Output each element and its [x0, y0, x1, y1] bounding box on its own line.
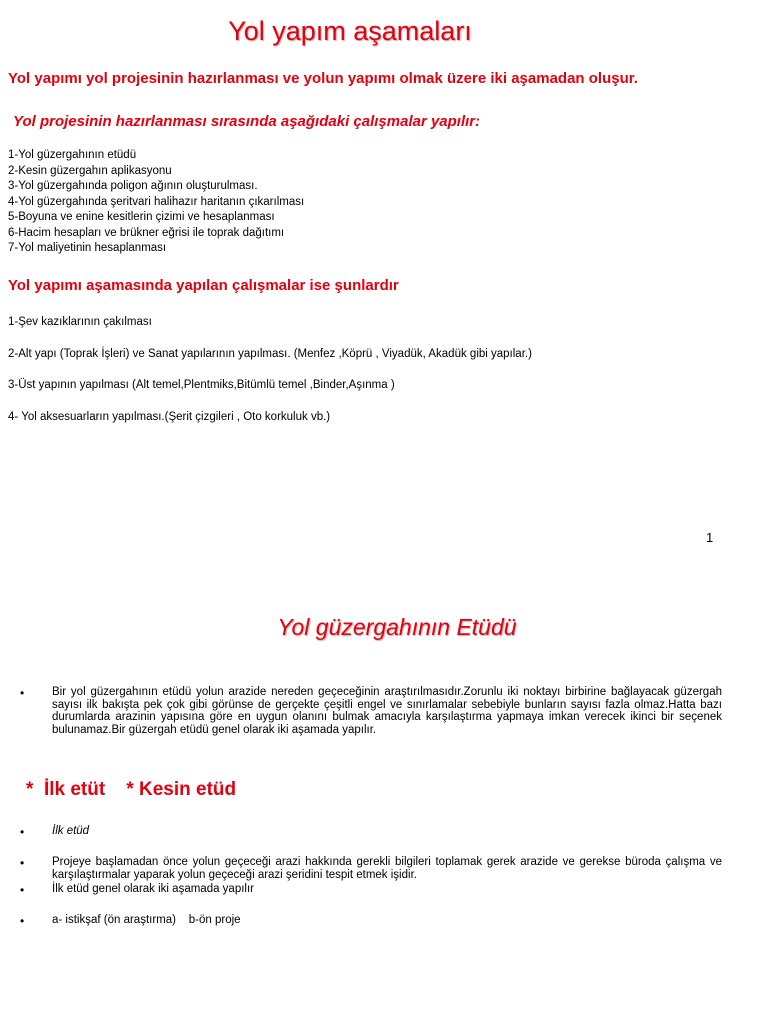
list-item: 2-Kesin güzergahın aplikasyonu [8, 164, 172, 177]
list-item: 3-Yol güzergahında poligon ağının oluşturulması. [8, 180, 258, 192]
list-item: a- istikşaf (ön araştırma) b-ön proje [52, 914, 241, 926]
intro-paragraph: Bir yol güzergahının etüdü yolun arazide nereden geçeceğinin araştırılmasıdır.Zorunlu iki noktayı birbirine bağlayacak güzergah sayısı ilk bakışta pek çok gibi görünse de gerçekte çeşitli engel ve sınırlamalar sebebiyle bunların sayısı fazla olmaz.Hatta bazı durumlarda arazinin yapısına göre en uygun olanını bulmak amacıyla karşılaştırma yapmaya imkan verecek ikinci bir seçenek bulunamaz.Bir güzergah etüdü genel olarak iki aşamada yapılır. [52, 686, 722, 736]
construction-steps-list [8, 316, 532, 442]
page-title: Yol yapım aşamaları [228, 16, 472, 46]
bullet-icon: • [20, 686, 25, 700]
list-item: 5-Boyuna ve enine kesitlerin çizimi ve hesaplanması [8, 211, 275, 223]
construction-heading: Yol yapımı aşamasında yapılan çalışmalar ise şunlardır [8, 277, 399, 294]
stage-one-label: * İlk etüt [26, 779, 106, 800]
bullet-icon: • [20, 914, 25, 928]
list-item: 1-Şev kazıklarının çakılması [8, 316, 152, 328]
bullet-icon: • [20, 825, 25, 839]
list-item: 6-Hacim hesapları ve brükner eğrisi ile toprak dağıtımı [8, 226, 285, 239]
section-title: Yol güzergahının Etüdü [277, 614, 517, 640]
bullet-icon: • [20, 856, 25, 870]
intro-text: Yol yapımı yol projesinin hazırlanması ve yolun yapımı olmak üzere iki aşamadan oluşur. [8, 70, 638, 87]
list-item: 4- Yol aksesuarların yapılması.(Şerit çizgileri , Oto korkuluk vb.) [8, 410, 331, 423]
stage-two-label: * Kesin etüd [126, 779, 237, 800]
list-item: İlk etüd genel olarak iki aşamada yapılır [52, 883, 254, 895]
list-item: 1-Yol güzergahının etüdü [8, 149, 137, 161]
list-item: 2-Alt yapı (Toprak İşleri) ve Sanat yapılarının yapılması. (Menfez ,Köprü , Viyadük, Akadük gibi yapılar.) [8, 347, 532, 360]
project-heading: Yol projesinin hazırlanması sırasında aşağıdaki çalışmalar yapılır: [13, 113, 481, 130]
page-number: 1 [706, 530, 714, 545]
project-steps-list [8, 148, 304, 257]
stage-headings [26, 779, 236, 801]
list-item: 4-Yol güzergahında şeritvari halihazır haritanın çıkarılması [8, 195, 305, 208]
list-item: 7-Yol maliyetinin hesaplanması [8, 242, 167, 254]
list-item: Projeye başlamadan önce yolun geçeceği arazi hakkında gerekli bilgileri toplamak gerek arazide ve gerekse büroda çalışma ve karşılaştırmalar yaparak yolun geçeceği arazi şeridini tespit etmek işidir. [52, 856, 722, 881]
bullet-icon: • [20, 883, 25, 897]
list-item: İlk etüd [52, 825, 90, 837]
list-item: 3-Üst yapının yapılması (Alt temel,Plentmiks,Bitümlü temel ,Binder,Aşınma ) [8, 379, 395, 391]
